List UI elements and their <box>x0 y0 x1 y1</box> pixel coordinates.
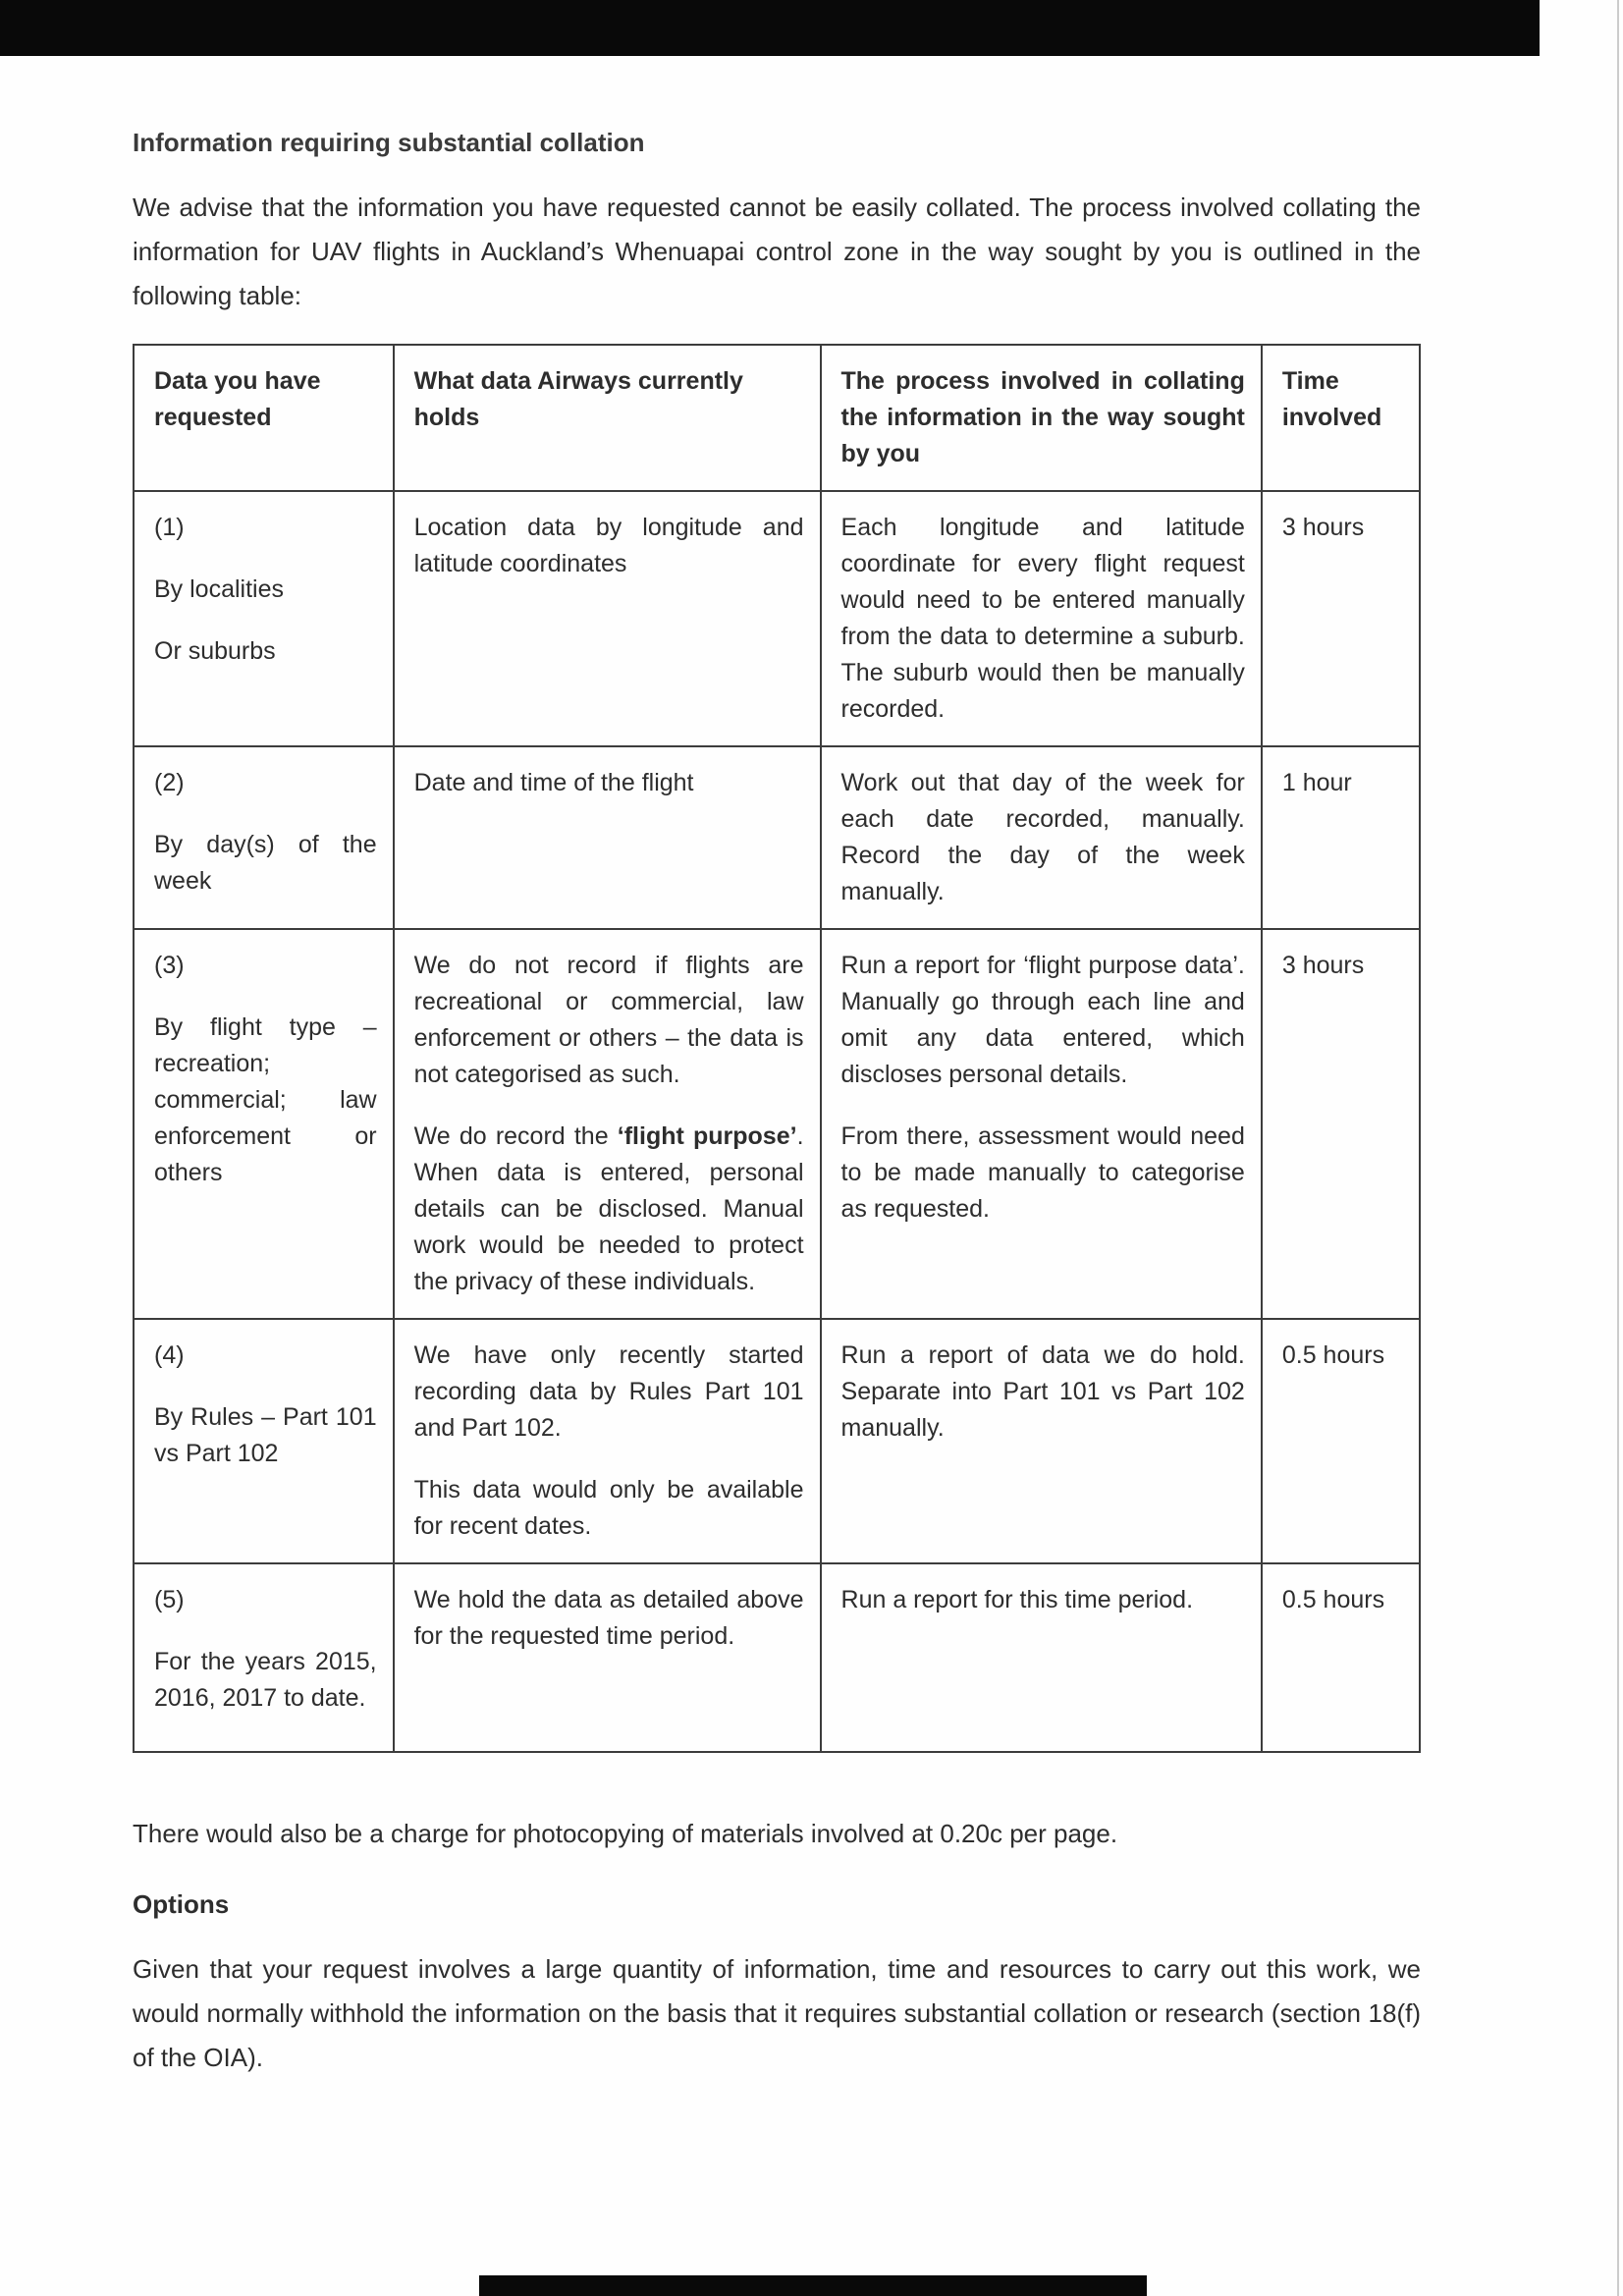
table-header-row <box>134 345 1420 491</box>
cell-time: 0.5 hours <box>1262 1319 1420 1563</box>
cell-paragraph <box>414 1119 804 1300</box>
cell-text: We do record the <box>413 1122 618 1150</box>
table-row <box>134 746 1420 929</box>
cell-paragraph: Run a report for ‘flight purpose data’. Manually go through each line and omit any data entered, which discloses personal details. <box>840 952 1245 1088</box>
cell-paragraph: (3) <box>154 952 185 979</box>
cell-paragraph: Run a report of data we do hold. Separate into Part 101 vs Part 102 manually. <box>840 1341 1245 1442</box>
table-row <box>134 1319 1420 1563</box>
cell-paragraph: We have only recently started recording data by Rules Part 101 and Part 102. <box>413 1341 804 1442</box>
cell-holds <box>394 1563 821 1752</box>
table-row <box>134 491 1420 746</box>
cell-text: . When data is entered, personal details can be disclosed. Manual work would be needed to protect the privacy of these individuals. <box>413 1122 804 1295</box>
cell-paragraph: We hold the data as detailed above for the requested time period. <box>413 1586 804 1650</box>
cell-paragraph: By day(s) of the week <box>154 831 377 895</box>
cell-paragraph: Run a report for this time period. <box>840 1586 1194 1613</box>
collation-table <box>133 344 1421 1753</box>
cell-requested <box>134 1319 394 1563</box>
cell-paragraph: (5) <box>154 1586 185 1613</box>
flight-purpose-bold-text: ‘flight purpose’ <box>617 1122 797 1150</box>
cell-paragraph: From there, assessment would need to be made manually to categorise as requested. <box>840 1122 1245 1223</box>
cell-paragraph: This data would only be available for recent dates. <box>413 1476 804 1540</box>
col-header-time-involved: Time involved <box>1262 345 1420 491</box>
cell-holds <box>394 1319 821 1563</box>
cell-holds <box>394 929 821 1319</box>
cell-process <box>821 746 1262 929</box>
cell-paragraph: Or suburbs <box>154 637 276 665</box>
cell-requested <box>134 1563 394 1752</box>
cell-paragraph: (2) <box>154 769 185 796</box>
cell-holds <box>394 746 821 929</box>
scan-artifact-bottom-bar <box>479 2275 1147 2296</box>
cell-process <box>821 1319 1262 1563</box>
options-paragraph: Given that your request involves a large quantity of information, time and resources to carry out this work, we would normally withhold the information on the basis that it requires substantial collation or research (section 18(f) of the OIA). <box>133 1954 1421 2072</box>
col-header-data-requested: Data you have requested <box>134 345 394 491</box>
scan-artifact-top-bar <box>0 0 1540 56</box>
document-content <box>0 128 1623 2080</box>
cell-paragraph: (4) <box>154 1341 185 1369</box>
cell-time: 3 hours <box>1262 929 1420 1319</box>
intro-paragraph: We advise that the information you have requested cannot be easily collated. The process involved collating the information for UAV flights in Auckland’s Whenuapai control zone in the way sought by you is outlined in the following table: <box>133 192 1421 310</box>
cell-requested <box>134 491 394 746</box>
scan-artifact-edge-line <box>1617 0 1619 2296</box>
cell-process <box>821 1563 1262 1752</box>
cell-time: 0.5 hours <box>1262 1563 1420 1752</box>
cell-holds <box>394 491 821 746</box>
table-row <box>134 1563 1420 1752</box>
cell-paragraph: Date and time of the flight <box>413 769 694 796</box>
cell-paragraph: Work out that day of the week for each date recorded, manually. Record the day of the week manually. <box>840 769 1245 905</box>
cell-paragraph: By localities <box>154 575 284 603</box>
cell-paragraph: Each longitude and latitude coordinate for every flight request would need to be entered manually from the data to determine a suburb. The suburb would then be manually recorded. <box>840 514 1245 723</box>
col-header-process: The process involved in collating the information in the way sought by you <box>821 345 1262 491</box>
col-header-airways-holds: What data Airways currently holds <box>394 345 821 491</box>
cell-paragraph: By flight type – recreation; commercial; law enforcement or others <box>154 1013 377 1186</box>
photocopy-note: There would also be a charge for photocopying of materials involved at 0.20c per page. <box>133 1819 1118 1848</box>
table-row <box>134 929 1420 1319</box>
cell-paragraph: We do not record if flights are recreational or commercial, law enforcement or others – the data is not categorised as such. <box>413 952 804 1088</box>
cell-paragraph: By Rules – Part 101 vs Part 102 <box>154 1403 377 1467</box>
cell-time: 3 hours <box>1262 491 1420 746</box>
cell-paragraph: For the years 2015, 2016, 2017 to date. <box>154 1648 377 1712</box>
cell-paragraph: Location data by longitude and latitude coordinates <box>413 514 804 577</box>
cell-requested <box>134 929 394 1319</box>
cell-time: 1 hour <box>1262 746 1420 929</box>
cell-requested <box>134 746 394 929</box>
cell-process <box>821 491 1262 746</box>
section-heading: Information requiring substantial collation <box>133 128 645 157</box>
options-heading: Options <box>133 1889 230 1919</box>
cell-process <box>821 929 1262 1319</box>
cell-paragraph: (1) <box>154 514 185 541</box>
